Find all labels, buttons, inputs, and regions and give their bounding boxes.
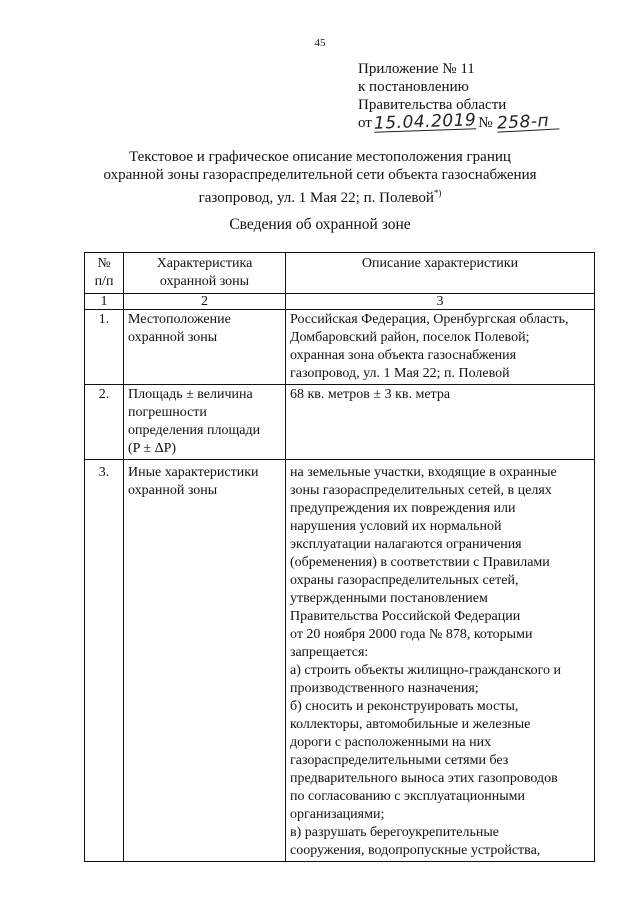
table-row (85, 460, 595, 862)
row-number: 1. (85, 310, 124, 385)
zone-table (84, 252, 595, 862)
page-number: 45 (314, 37, 326, 49)
row-description: Российская Федерация, Оренбургская область, Домбаровский район, поселок Полевой; охранная зона объекта газоснабжения газопровод, ул. 1 Мая 22; п. Полевой (286, 310, 595, 385)
title-line-1: Текстовое и графическое описание местоположения границ (129, 149, 511, 165)
appendix-title: Приложение № 11 (358, 61, 475, 77)
footnote-mark: *) (433, 188, 442, 198)
appendix-government: Правительства области (358, 97, 507, 113)
column-number-3: 3 (286, 294, 595, 310)
number-label: № (478, 115, 493, 131)
header-description: Описание характеристики (286, 253, 595, 294)
column-number-2: 2 (124, 294, 286, 310)
row-characteristic: Иные характеристики охранной зоны (124, 460, 286, 862)
handwritten-number: 258-п (496, 113, 559, 132)
table-header-row (85, 253, 595, 294)
appendix-to-resolution: к постановлению (358, 79, 469, 95)
table-row (85, 310, 595, 385)
column-numbering-row (85, 294, 595, 310)
from-label: от (358, 115, 372, 131)
row-characteristic: Площадь ± величина погрешности определения площади (P ± ΔP) (124, 385, 286, 460)
header-characteristic: Характеристика охранной зоны (124, 253, 286, 294)
handwritten-date: 15.04.2019 (373, 110, 477, 134)
column-number-1: 1 (85, 294, 124, 310)
title-line-2: охранной зоны газораспределительной сети объекта газоснабжения (103, 167, 537, 183)
section-subtitle: Сведения об охранной зоне (229, 216, 411, 233)
row-description: на земельные участки, входящие в охранные зоны газораспределительных сетей, в целях предупреждения их повреждения или нарушения условий их нормальной эксплуатации налагаются ограничения (обременения) в соответствии с Правилами охраны газораспределительных сетей, утвержденными постановлением Правительства Российской Федерации от 20 ноября 2000 года № 878, которыми запрещается: а) строить объекты жилищно-гражданского и производственного назначения; б) сносить и реконструировать мосты, коллекторы, автомобильные и железные дороги с расположенными на них газораспределительными сетями без предварительного выноса этих газопроводов по согласованию с эксплуатационными организациями; в) разрушать берегоукрепительные сооружения, водопропускные устройства, (286, 460, 595, 862)
header-number: № п/п (85, 253, 124, 294)
row-number: 3. (85, 460, 124, 862)
row-characteristic: Местоположение охранной зоны (124, 310, 286, 385)
row-number: 2. (85, 385, 124, 460)
title-line-3-text: газопровод, ул. 1 Мая 22; п. Полевой (198, 190, 434, 206)
table-row (85, 385, 595, 460)
row-description: 68 кв. метров ± 3 кв. метра (286, 385, 595, 460)
